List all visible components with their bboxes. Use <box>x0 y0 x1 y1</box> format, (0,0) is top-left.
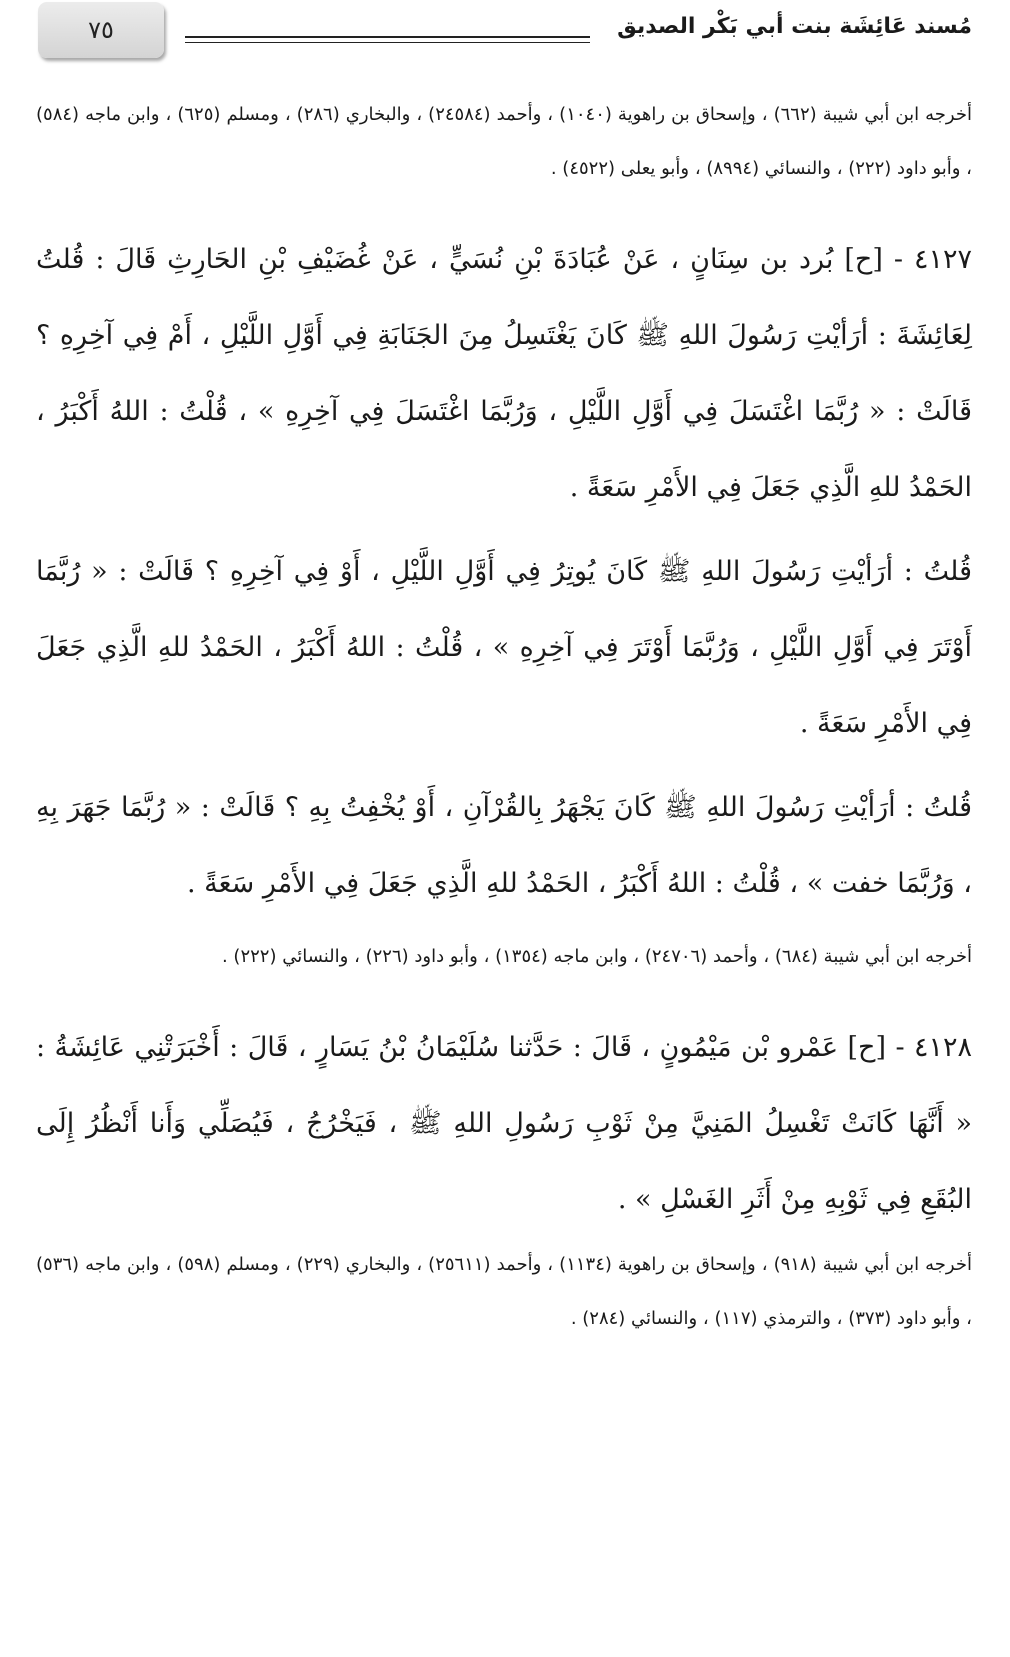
takhrij-note: أخرجه ابن أبي شيبة (٦٦٢) ، وإسحاق بن راهوية (١٠٤٠) ، وأحمد (٢٤٥٨٤) ، والبخاري (٢٨٦) ، ومسلم (٦٢٥) ، وابن ماجه (٥٨٤) ، وأبو داود (٢٢٢) ، والنسائي (٨٩٩٤) ، وأبو يعلى (٤٥٢٢) . <box>36 104 972 179</box>
hadith-4127: ٤١٢٧ - [ح] بُرد بن سِنَانٍ ، عَنْ عُبَادَةَ بْنِ نُسَيٍّ ، عَنْ غُضَيْفِ بْنِ الحَارِثِ قَالَ : قُلتُ لِعَائِشَةَ : أرَأيْتِ رَسُولَ اللهِ ﷺ كَانَ يَغْتَسِلُ مِنَ الجَنَابَةِ فِي أَوَّلِ اللَّيْلِ ، أَمْ فِي آخِرِهِ ؟ قَالَتْ : « رُبَّمَا اغْتَسَلَ فِي أَوَّلِ اللَّيْلِ ، وَرُبَّمَا اغْتَسَلَ فِي آخِرِهِ » ، قُلْتُ : اللهُ أَكْبَرُ ، الحَمْدُ للهِ الَّذِي جَعَلَ فِي الأَمْرِ سَعَةً . <box>36 244 972 503</box>
page-number-tab: ٧٥ <box>38 2 164 58</box>
header-rule-thin <box>185 42 590 43</box>
page-body <box>36 88 972 1346</box>
hadith-4128: ٤١٢٨ - [ح] عَمْرو بْن مَيْمُونٍ ، قَالَ : حَدَّثنا سُلَيْمَانُ بْنُ يَسَارٍ ، قَالَ : أَخْبَرَتْنِي عَائِشَةُ : « أَنَّهَا كَانَتْ تَغْسِلُ المَنِيَّ مِنْ ثَوْبِ رَسُولِ اللهِ ﷺ ، فَيَخْرُجُ ، فَيُصَلِّي وَأَنا أَنْظُرُ إِلَى البُقَعِ فِي ثَوْبِهِ مِنْ أَثَرِ الغَسْلِ » . <box>36 1032 972 1215</box>
takhrij-note: أخرجه ابن أبي شيبة (٦٨٤) ، وأحمد (٢٤٧٠٦) ، وابن ماجه (١٣٥٤) ، وأبو داود (٢٢٦) ، والنسائي (٢٢٢) . <box>221 946 972 967</box>
page-header <box>0 0 1010 70</box>
hadith-paragraph: قُلتُ : أرَأيْتِ رَسُولَ اللهِ ﷺ كَانَ يُوتِرُ فِي أَوَّلِ اللَّيْلِ ، أَوْ فِي آخِرِهِ ؟ قَالَتْ : « رُبَّمَا أَوْتَرَ فِي أَوَّلِ اللَّيْلِ ، وَرُبَّمَا أَوْتَرَ فِي آخِرِهِ » ، قُلْتُ : اللهُ أَكْبَرُ ، الحَمْدُ للهِ الَّذِي جَعَلَ فِي الأَمْرِ سَعَةً . <box>36 556 972 739</box>
running-title: مُسند عَائِشَة بنت أبي بَكْر الصديق <box>617 14 972 39</box>
header-rule <box>185 36 590 38</box>
hadith-paragraph: قُلتُ : أرَأيْتِ رَسُولَ اللهِ ﷺ كَانَ يَجْهَرُ بِالقُرْآنِ ، أَوْ يُخْفِتُ بِهِ ؟ قَالَتْ : « رُبَّمَا جَهَرَ بِهِ ، وَرُبَّمَا خفت » ، قُلْتُ : اللهُ أَكْبَرُ ، الحَمْدُ للهِ الَّذِي جَعَلَ فِي الأَمْرِ سَعَةً . <box>36 792 972 899</box>
takhrij-note: أخرجه ابن أبي شيبة (٩١٨) ، وإسحاق بن راهوية (١١٣٤) ، وأحمد (٢٥٦١١) ، والبخاري (٢٢٩) ، ومسلم (٥٩٨) ، وابن ماجه (٥٣٦) ، وأبو داود (٣٧٣) ، والترمذي (١١٧) ، والنسائي (٢٨٤) . <box>36 1254 972 1329</box>
